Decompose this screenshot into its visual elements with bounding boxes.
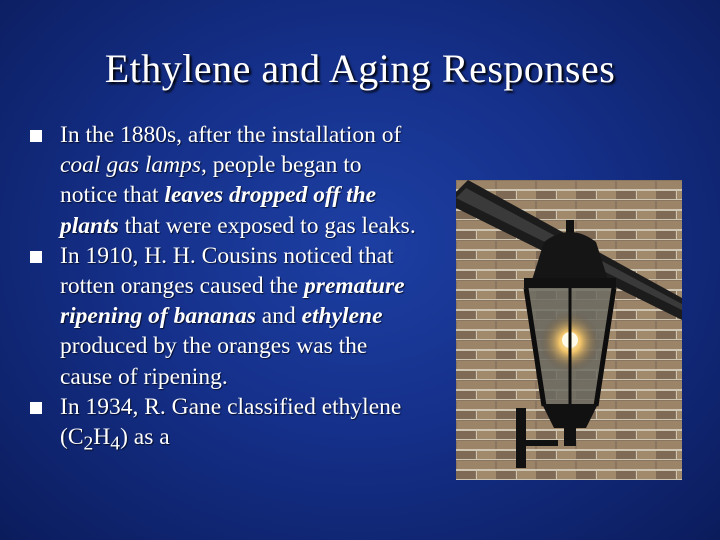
emphasis-text: premature ripening of bananas xyxy=(60,273,405,330)
subscript-text: 4 xyxy=(110,433,121,455)
bullet-item xyxy=(30,241,420,392)
gas-lamp-photo xyxy=(456,180,682,480)
bullet-item xyxy=(30,120,420,241)
bullet-text: In 1934, R. Gane classified ethylene (C xyxy=(60,393,402,451)
bullet-text: In 1910, H. H. Cousins noticed that rotten oranges caused the xyxy=(60,242,394,300)
bullet-text: , people began to notice that xyxy=(60,152,362,209)
square-bullet-icon xyxy=(30,402,42,414)
bullet-list xyxy=(30,120,420,460)
bullet-text: and xyxy=(255,303,302,330)
emphasis-text: ethylene xyxy=(301,303,383,330)
bullet-text: that were exposed to gas leaks. xyxy=(118,212,416,239)
square-bullet-icon xyxy=(30,251,42,263)
square-bullet-icon xyxy=(30,130,42,142)
bullet-item xyxy=(30,392,420,460)
slide-title: Ethylene and Aging Responses xyxy=(104,46,616,91)
emphasis-text: coal gas lamps xyxy=(60,152,201,179)
bullet-text: In the 1880s, after the installation of xyxy=(60,122,402,148)
subscript-text: 2 xyxy=(83,433,94,455)
emphasis-text: leaves dropped off the plants xyxy=(60,182,377,239)
bullet-text: H xyxy=(93,424,111,451)
bullet-text: ) as a xyxy=(120,424,170,451)
gas-lamp-illustration xyxy=(456,180,682,480)
bullet-text: produced by the oranges was the cause of ripening. xyxy=(60,333,368,390)
